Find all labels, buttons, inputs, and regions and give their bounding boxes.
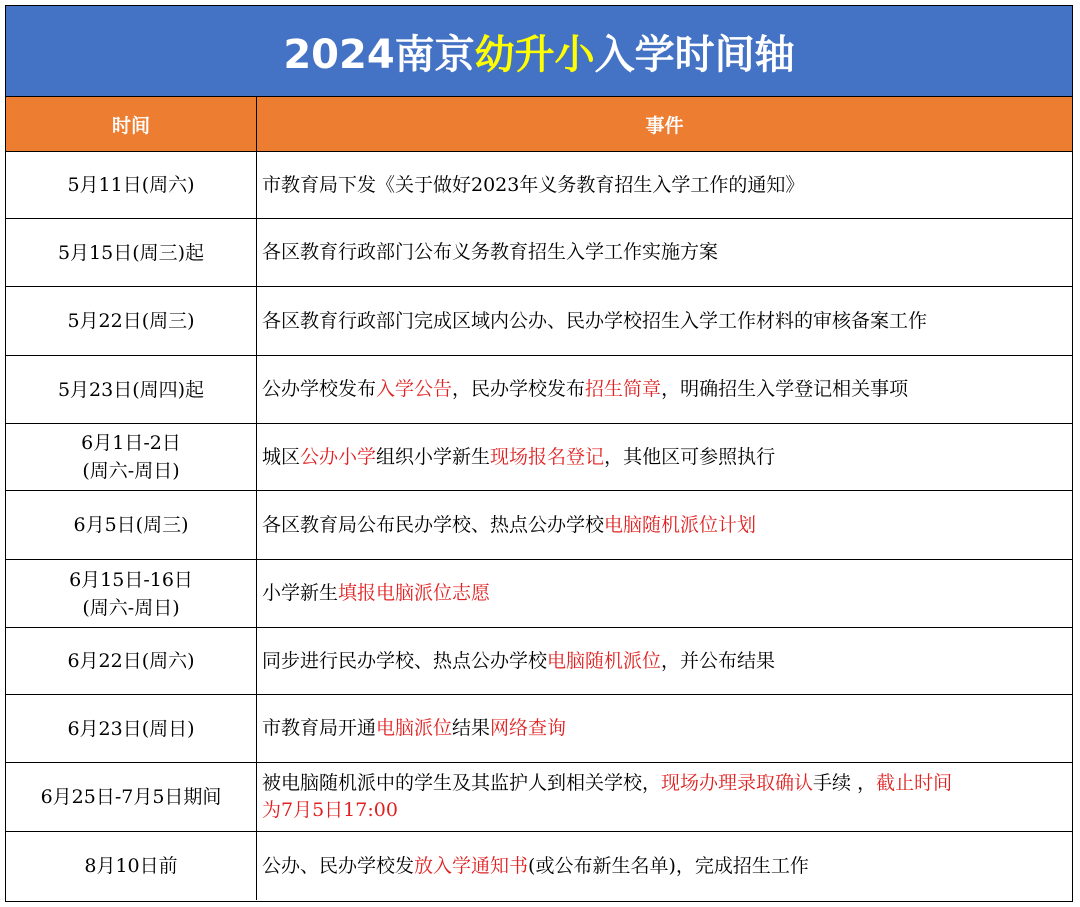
row-event (257, 560, 1072, 627)
event-text: 结果 (452, 717, 491, 739)
event-text: 小学新生 (262, 582, 339, 604)
event-highlight: 招生简章 (585, 378, 662, 400)
event-text: 城区 (262, 445, 301, 468)
event-highlight: 网络查询 (490, 717, 567, 739)
row-event (257, 152, 1072, 218)
row-time: 6月22日(周六) (6, 628, 257, 694)
event-text: 同步进行民办学校、热点公办学校 (262, 649, 548, 672)
table-row (6, 424, 1072, 491)
row-event-text (262, 715, 566, 742)
table-header (6, 97, 1072, 152)
event-highlight: 现场办理录取确认 (661, 772, 814, 794)
event-highlight: 公办小学 (300, 445, 377, 468)
event-text: ，明确招生入学登记相关事项 (661, 378, 909, 400)
table-row (6, 152, 1072, 219)
title-highlight-1: 幼升 (474, 31, 555, 78)
event-text: 各区教育局公布民办学校、热点公办学校 (262, 513, 605, 536)
event-highlight: 截止时间为7月5日17:00 (262, 772, 953, 821)
event-text: 市教育局开通 (262, 717, 377, 739)
table-body (6, 152, 1072, 900)
row-event (257, 424, 1072, 490)
event-text: 组织小学新生 (376, 445, 491, 468)
row-time: 5月15日(周三)起 (6, 219, 257, 286)
row-time: 5月23日(周四)起 (6, 356, 257, 423)
row-time: 5月22日(周三) (6, 287, 257, 355)
row-event (257, 219, 1072, 286)
row-event-text (262, 512, 756, 539)
event-text: 市教育局下发《关于做好2023年义务教育招生入学工作的通知》 (262, 173, 805, 196)
table-row (6, 832, 1072, 900)
event-highlight: 放入学通知书 (414, 854, 529, 877)
page-title (283, 23, 794, 80)
row-event-text (262, 853, 809, 880)
event-text: ，民办学校发布 (452, 378, 586, 400)
timeline-table (5, 5, 1073, 902)
row-time: 8月10日前 (6, 832, 257, 900)
header-time: 时间 (6, 97, 257, 151)
row-event (257, 832, 1072, 900)
table-row (6, 628, 1072, 695)
event-text: 公办、民办学校发 (262, 854, 415, 877)
event-highlight: 入学公告 (376, 378, 453, 400)
row-event (257, 287, 1072, 355)
table-row (6, 491, 1072, 560)
row-event (257, 628, 1072, 694)
title-bar (6, 6, 1072, 97)
row-time: 6月23日(周日) (6, 695, 257, 762)
row-event-text (262, 376, 908, 403)
event-text: 手续 ， (813, 772, 877, 794)
row-event-text (262, 172, 804, 199)
row-event-text (262, 308, 927, 335)
row-time: 6月15日-16日 (周六-周日) (6, 560, 257, 627)
row-event (257, 356, 1072, 423)
table-row (6, 695, 1072, 763)
row-event-text (262, 648, 775, 675)
row-time: 5月11日(周六) (6, 152, 257, 218)
row-time: 6月25日-7月5日期间 (6, 763, 257, 831)
header-event: 事件 (645, 114, 684, 137)
event-text: 公办学校发布 (262, 378, 377, 400)
table-row (6, 219, 1072, 287)
title-highlight-2: 小 (554, 31, 595, 78)
event-highlight: 现场报名登记 (490, 445, 605, 468)
event-text: (或公布新生名单)，完成招生工作 (528, 854, 809, 877)
table-row (6, 560, 1072, 628)
event-highlight: 填报电脑派位志愿 (338, 582, 491, 604)
table-row (6, 287, 1072, 356)
event-highlight: 电脑随机派位计划 (604, 513, 757, 536)
row-time: 6月5日(周三) (6, 491, 257, 559)
title-prefix: 2024南京 (283, 31, 475, 78)
row-event (257, 491, 1072, 559)
event-text: 各区教育行政部门完成区域内公办、民办学校招生入学工作材料的审核备案工作 (262, 309, 928, 332)
event-highlight: 电脑随机派位 (547, 649, 662, 672)
table-row (6, 763, 1072, 832)
row-event (257, 695, 1072, 762)
event-text: ，其他区可参照执行 (604, 445, 776, 468)
event-text: ，并公布结果 (661, 649, 776, 672)
row-event-text (262, 239, 718, 266)
row-event-text (262, 580, 490, 607)
row-event (257, 763, 1072, 831)
row-event-text (262, 770, 962, 824)
table-row (6, 356, 1072, 424)
event-text: 被电脑随机派中的学生及其监护人到相关学校， (262, 772, 662, 794)
row-time: 6月1日-2日 (周六-周日) (6, 424, 257, 490)
event-text: 各区教育行政部门公布义务教育招生入学工作实施方案 (262, 241, 719, 263)
row-event-text (262, 444, 775, 471)
event-highlight: 电脑派位 (376, 717, 453, 739)
title-suffix: 入学时间轴 (594, 31, 795, 78)
